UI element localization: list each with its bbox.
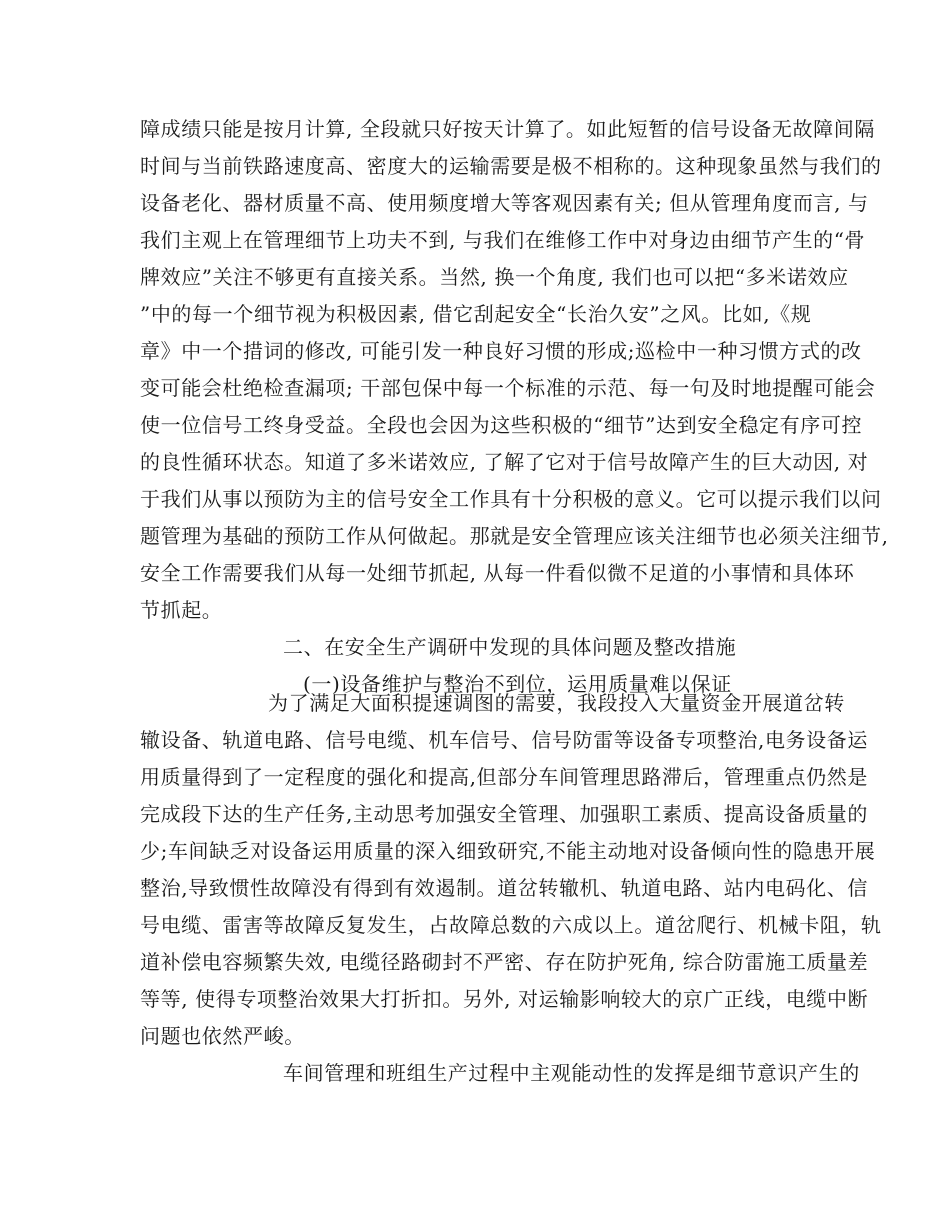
text-line: 用质量得到了一定程度的强化和提高,但部分车间管理思路滞后，管理重点仍然是	[140, 765, 868, 789]
text-line: 少;车间缺乏对设备运用质量的深入细致研究,不能主动地对设备倾向性的隐患开展	[140, 839, 876, 863]
text-line: 道补偿电容频繁失效, 电缆径路砌封不严密、存在防护死角, 综合防雷施工质量差	[140, 950, 869, 974]
text-line: 我们主观上在管理细节上功夫不到, 与我们在维修工作中对身边由细节产生的“骨	[140, 228, 866, 252]
text-line: 时间与当前铁路速度高、密度大的运输需要是极不相称的。这种现象虽然与我们的	[140, 154, 882, 178]
text-line: 障成绩只能是按月计算, 全段就只好按天计算了。如此短暂的信号设备无故障间隔	[140, 117, 875, 141]
text-line: 整治,导致惯性故障没有得到有效遏制。道岔转辙机、轨道电路、站内电码化、信	[140, 876, 868, 900]
text-line: 于我们从事以预防为主的信号安全工作具有十分积极的意义。它可以提示我们以问	[140, 487, 882, 511]
text-line: 辙设备、轨道电路、信号电缆、机车信号、信号防雷等设备专项整治,电务设备运	[140, 728, 868, 752]
section-heading: 二、在安全生产调研中发现的具体问题及整改措施	[283, 635, 737, 659]
subsection-heading: (一)设备维护与整治不到位，运用质量难以保证	[303, 672, 732, 696]
text-line: 节抓起。	[140, 598, 223, 622]
paragraph-first-line: 车间管理和班组生产过程中主观能动性的发挥是细节意识产生的	[283, 1061, 860, 1085]
text-line: 变可能会杜绝检查漏项; 干部包保中每一个标准的示范、每一句及时地提醒可能会	[140, 376, 876, 400]
text-line: 设备老化、器材质量不高、使用频度增大等客观因素有关; 但从管理角度而言, 与	[140, 191, 869, 215]
text-line: 号电缆、雷害等故障反复发生，占故障总数的六成以上。道岔爬行、机械卡阻，轨	[140, 913, 882, 937]
text-line: 等等, 使得专项整治效果大打折扣。另外, 对运输影响较大的京广正线，电缆中断	[140, 987, 869, 1011]
text-line: 完成段下达的生产任务,主动思考加强安全管理、加强职工素质、提高设备质量的	[140, 802, 868, 826]
text-line: 的良性循环状态。知道了多米诺效应, 了解了它对于信号故障产生的巨大动因, 对	[140, 450, 869, 474]
text-line: ”中的每一个细节视为积极因素, 借它刮起安全“长治久安”之风。比如,《规	[140, 302, 812, 326]
text-line: 使一位信号工终身受益。全段也会因为这些积极的“细节”达到安全稳定有序可控	[140, 413, 863, 437]
text-line: 牌效应”关注不够更有直接关系。当然, 换一个角度, 我们也可以把“多米诺效应	[140, 265, 849, 289]
text-line: 题管理为基础的预防工作从何做起。那就是安全管理应该关注细节也必须关注细节,	[140, 524, 889, 548]
text-line: 安全工作需要我们从每一处细节抓起, 从每一件看似微不足道的小事情和具体环	[140, 561, 855, 585]
text-line: 问题也依然严峻。	[140, 1024, 305, 1048]
text-line: 章》中一个措词的修改, 可能引发一种良好习惯的形成;巡检中一种习惯方式的改	[140, 339, 862, 363]
paragraph-first-line: 为了满足大面积提速调图的需要，我段投入大量资金开展道岔转	[268, 691, 845, 715]
